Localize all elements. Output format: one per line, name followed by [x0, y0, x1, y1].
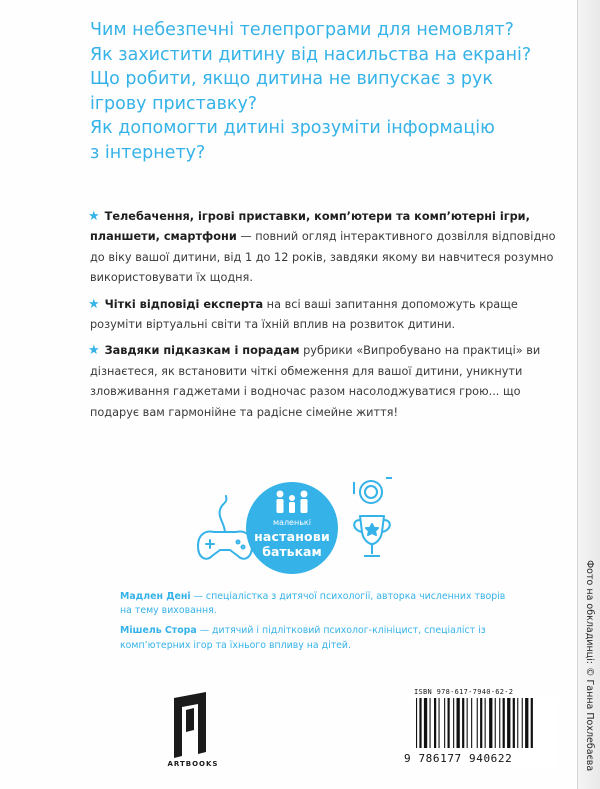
barcode-bar [457, 698, 460, 748]
family-icon [272, 488, 312, 518]
barcode-bar [419, 698, 421, 748]
barcode-bar [471, 698, 472, 748]
isbn-label: ISBN 978-617-7940-62-2 [414, 688, 514, 696]
barcode-bar [444, 698, 445, 748]
barcode-bar [453, 698, 454, 748]
artbooks-logo-icon [158, 690, 228, 758]
feature-bullets [90, 207, 560, 429]
barcode-digits: 9 786177 940622 [404, 752, 513, 765]
publisher-logo [158, 690, 228, 780]
barcode-icon [410, 698, 558, 750]
barcode-bar [439, 698, 440, 748]
series-logo [188, 468, 418, 578]
star-icon: ★ [88, 209, 100, 224]
barcode-bar [430, 698, 431, 748]
question-line: Чим небезпечні телепрограми для немовлят? [90, 20, 514, 40]
barcode-bar [448, 698, 450, 748]
question-line: з інтернету? [90, 142, 206, 163]
barcode-bar [424, 698, 427, 748]
bullet-item [90, 341, 560, 423]
barcode-bar [531, 698, 533, 748]
questions-block [90, 18, 560, 166]
series-logo-circle [246, 482, 338, 574]
barcode-bar [495, 698, 496, 748]
bullet-text: рубрики «Випробувано на практиці» ви дізнаєтеся, як встановити чіткі обмеження для вашої дитини, уникнути зловживання гаджетами і водночас разом насолоджуватися грою... що подарує вам гармонійне та радісне сімейне життя! [90, 344, 541, 419]
barcode-bar [507, 698, 510, 748]
author-bio: — дитячий і підлітковий психолог-клініцист, спеціаліст із комп’ютерних ігор та їхнього впливу на дітей. [120, 625, 486, 651]
barcode-bar [522, 698, 523, 748]
barcode-bar [467, 698, 468, 748]
barcode-bar [499, 698, 500, 748]
barcode-bar [513, 698, 515, 748]
author-entry [120, 624, 520, 652]
question-line: Як допомогти дитині зрозуміти інформацію [90, 118, 495, 139]
bullet-bold: Телебачення, ігрові приставки, комп’ютери та комп’ютерні ігри, планшети, смартфони [90, 210, 530, 244]
bullet-item [90, 207, 560, 289]
series-logo-line2: настанови [254, 529, 330, 544]
barcode-bar [525, 698, 528, 748]
barcode-bar [480, 698, 482, 748]
question-line: Як захистити дитину від насильства на екрані? [90, 44, 532, 65]
barcode-bar [485, 698, 486, 748]
barcode-bar [503, 698, 505, 748]
barcode-bar [477, 698, 478, 748]
question-line: ігрову приставку? [90, 93, 258, 114]
author-name: Мішель Стора [120, 625, 197, 637]
series-logo-line3: батькам [262, 544, 322, 559]
author-bio: — спеціалістка з дитячої психології, авторка численних творів на тему виховання. [120, 591, 506, 617]
star-icon: ★ [88, 296, 100, 312]
bullet-text: — повний огляд інтерактивного дозвілля відповідно до віку вашої дитини, від 1 до 12 років, завдяки якому ви навчитеся розумно використовувати їх щодня. [90, 230, 556, 285]
barcode-bar [517, 698, 518, 748]
author-name: Мадлен Дені [120, 591, 191, 602]
bullet-bold: Чіткі відповіді експерта [104, 297, 264, 311]
barcode-bar [489, 698, 492, 748]
publisher-name: ARTBOOKS [167, 760, 219, 768]
authors-block [120, 590, 520, 659]
bullet-bold: Завдяки підказкам і порадам [104, 344, 300, 358]
series-logo-line1: маленькі [273, 518, 311, 527]
barcode-bar [462, 698, 464, 748]
barcode-bar [416, 698, 417, 748]
question-line: Що робити, якщо дитина не випускає з рук [90, 69, 493, 90]
star-icon: ★ [88, 343, 100, 359]
bullet-item [90, 295, 560, 336]
photo-credit [584, 560, 595, 572]
barcode-bar [434, 698, 436, 748]
author-entry [120, 590, 520, 618]
bullet-text: на всі ваші запитання допоможуть краще розуміти віртуальні світи та їхній вплив на розвиток дитини. [90, 297, 518, 332]
